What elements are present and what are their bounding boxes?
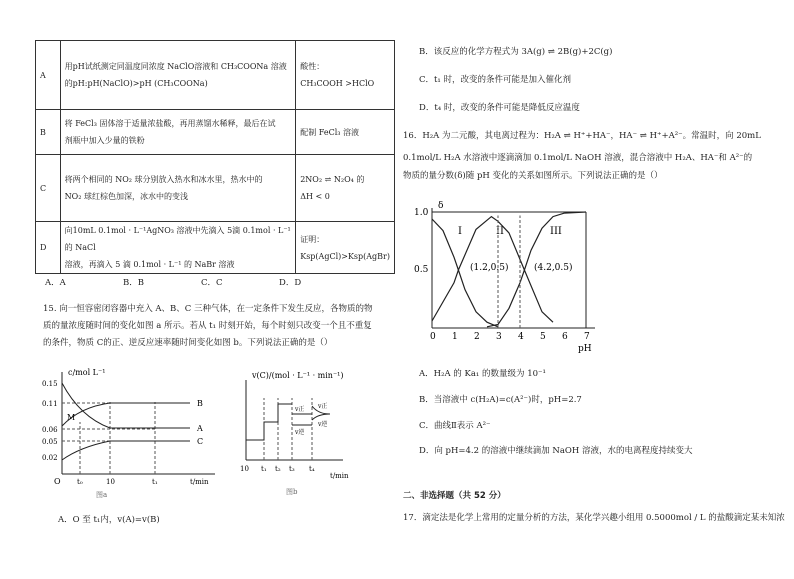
row-label: A xyxy=(36,41,61,110)
rate-line xyxy=(246,404,292,440)
rate-label: v正 xyxy=(295,406,305,413)
y-label: c/mol L⁻¹ xyxy=(68,368,106,377)
x-axis-label: pH xyxy=(578,344,592,354)
cell-line: 将两个相同的 NO₂ 球分别放入热水和冰水里，热水中的 xyxy=(64,175,263,184)
rate-label: v正 xyxy=(318,403,328,410)
q15-line-2: 质的量浓度随时间的变化如图 a 所示。若从 t₁ 时刻开始，每个时刻只改变一个且不重复 xyxy=(43,321,372,331)
conclusion-cell xyxy=(296,110,395,155)
experiment-cell xyxy=(60,41,296,110)
x-unit: t/min xyxy=(190,478,209,486)
q15-option-c: C．t₁ 时，改变的条件可能是加入催化剂 xyxy=(419,75,572,85)
row-label: B xyxy=(36,110,61,155)
y-tick: 0.5 xyxy=(414,265,429,275)
x-tick: 10 xyxy=(240,465,249,473)
cell-line: 证明： xyxy=(300,234,325,244)
y-label: v(C)/(mol · L⁻¹ · min⁻¹) xyxy=(252,371,344,380)
q16-option-c: C．曲线Ⅱ表示 A²⁻ xyxy=(419,421,491,431)
conclusion-cell xyxy=(296,155,395,222)
y-tick: 0.02 xyxy=(42,454,58,462)
x-tick: t₀ xyxy=(77,478,83,486)
table-row xyxy=(36,222,395,274)
figure-caption: 图b xyxy=(286,488,298,496)
q16-option-d: D．向 pH=4.2 的溶液中继续滴加 NaOH 溶液，水的电离程度持续变大 xyxy=(419,446,693,456)
x-tick: O xyxy=(54,477,61,486)
x-tick: 5 xyxy=(540,332,546,342)
curve-label-3: III xyxy=(550,226,562,237)
x-unit: t/min xyxy=(330,472,349,480)
y-axis-label: δ xyxy=(438,201,444,211)
option-d: D．D xyxy=(279,278,302,288)
cell-line: 用pH试纸测定同温度同浓度 NaClO溶液和 CH₃COONa 溶液 xyxy=(64,62,287,71)
row-label: D xyxy=(36,222,61,274)
cell-line: 将 FeCl₃ 固体溶于适量浓盐酸，再用蒸馏水稀释，最后在试 xyxy=(64,119,276,128)
point-label: (1.2,0.5) xyxy=(470,263,509,273)
q15-option-a: A．O 至 t₁内，v(A)=v(B) xyxy=(58,515,160,525)
cell-line: 的pH:pH(NaClO)>pH (CH₃COONa) xyxy=(64,79,208,88)
q16-option-b: B．当溶液中 c(H₂A)=c(A²⁻)时，pH=2.7 xyxy=(419,395,582,405)
experiment-cell xyxy=(60,155,296,222)
x-tick: 0 xyxy=(430,332,436,342)
cell-line: 剂瓶中加入少量的铁粉 xyxy=(64,136,145,145)
table-row xyxy=(36,155,395,222)
table-row xyxy=(36,110,395,155)
q15-line-3: 的条件，物质 C的正、逆反应速率随时间变化如图 b。下列说法正确的是（） xyxy=(43,338,333,348)
y-tick: 0.15 xyxy=(42,380,58,388)
figure-a xyxy=(40,362,230,502)
cell-line: Ksp(AgCl)>Ksp(AgBr) xyxy=(300,251,390,261)
cell-line: ΔH < 0 xyxy=(300,192,330,201)
x-tick: 4 xyxy=(518,332,524,342)
y-tick: 0.06 xyxy=(42,426,58,434)
row-label: C xyxy=(36,155,61,222)
experiment-cell xyxy=(60,222,296,274)
curve-label-2: II xyxy=(496,226,504,237)
x-tick: t₁ xyxy=(152,478,158,486)
figure-caption: 图a xyxy=(96,491,108,499)
option-b: B．B xyxy=(123,278,144,288)
x-tick: 6 xyxy=(562,332,568,342)
conclusion-cell xyxy=(296,222,395,274)
y-tick: 0.11 xyxy=(42,400,58,408)
q16-option-a: A．H₂A 的 Ka₁ 的数量级为 10⁻¹ xyxy=(419,369,546,379)
cell-line: CH₃COOH >HClO xyxy=(300,79,375,88)
y-tick: 1.0 xyxy=(414,208,429,218)
q16-line-2: 0.1mol/L H₂A 水溶液中逐滴滴加 0.1mol/L NaOH 溶液，混合溶液中 H₂A、HA⁻和 A²⁻的 xyxy=(403,153,753,163)
q16-line-1: 16．H₂A 为二元酸，其电离过程为：H₂A ⇌ H⁺+HA⁻，HA⁻ ⇌ H⁺+A²⁻。常温时，向 20mL xyxy=(403,131,761,141)
cell-line: 溶液，再滴入 5 滴 0.1mol · L⁻¹ 的 NaBr 溶液 xyxy=(64,260,235,269)
section-title: 二、非选择题（共 52 分） xyxy=(403,491,506,501)
curve-label-1: I xyxy=(458,226,462,237)
curve-b xyxy=(62,403,190,426)
x-tick: 1 xyxy=(452,332,458,342)
option-a: A．A xyxy=(45,278,66,288)
curve-c xyxy=(62,441,190,460)
q15-option-b: B．该反应的化学方程式为 3A(g) ⇌ 2B(g)+2C(g) xyxy=(419,47,613,57)
rate-label: v逆 xyxy=(318,421,328,428)
experiment-table xyxy=(35,40,395,274)
table-row xyxy=(36,41,395,110)
cell-line: 向10mL 0.1mol · L⁻¹AgNO₃ 溶液中先滴入 5滴 0.1mol · L⁻¹ 的 NaCl xyxy=(64,226,291,252)
cell-line: 配制 FeCl₃ 溶液 xyxy=(300,127,360,137)
q16-chart xyxy=(410,198,610,358)
q15-option-d: D．t₄ 时，改变的条件可能是降低反应温度 xyxy=(419,103,580,113)
rate-line xyxy=(312,414,330,420)
cell-line: 2NO₂ ⇌ N₂O₄ 的 xyxy=(300,175,365,184)
x-tick: 2 xyxy=(474,332,480,342)
x-tick: 10 xyxy=(106,478,115,486)
experiment-cell xyxy=(60,110,296,155)
x-tick: t₃ xyxy=(289,465,295,473)
rate-label: v逆 xyxy=(295,429,305,436)
x-tick: t₂ xyxy=(275,465,281,473)
x-tick: 7 xyxy=(584,332,590,342)
x-tick: t₄ xyxy=(309,465,315,473)
q17-line-1: 17．滴定法是化学上常用的定量分析的方法，某化学兴趣小组用 0.5000mol / L 的盐酸滴定某未知浓 xyxy=(403,513,785,523)
y-tick: 0.05 xyxy=(42,438,58,446)
option-c: C．C xyxy=(201,278,223,288)
cell-line: NO₂ 球红棕色加深，冰水中的变浅 xyxy=(64,192,188,201)
q15-line-1: 15. 向一恒容密闭容器中充入 A、B、C 三种气体，在一定条件下发生反应，各物质的物 xyxy=(43,304,373,314)
curve-label: M xyxy=(67,413,76,422)
curve-a xyxy=(62,383,190,428)
curve-label: A xyxy=(197,424,203,433)
q16-line-3: 物质的量分数(δ)随 pH 变化的关系如图所示。下列说法正确的是（） xyxy=(403,171,663,181)
figure-b xyxy=(238,368,358,498)
curve-label: C xyxy=(197,437,204,446)
x-tick: 3 xyxy=(496,332,502,342)
conclusion-cell xyxy=(296,41,395,110)
curve-label: B xyxy=(197,399,203,408)
point-label: (4.2,0.5) xyxy=(534,263,573,273)
x-tick: t₁ xyxy=(261,465,267,473)
cell-line: 酸性： xyxy=(300,62,325,71)
